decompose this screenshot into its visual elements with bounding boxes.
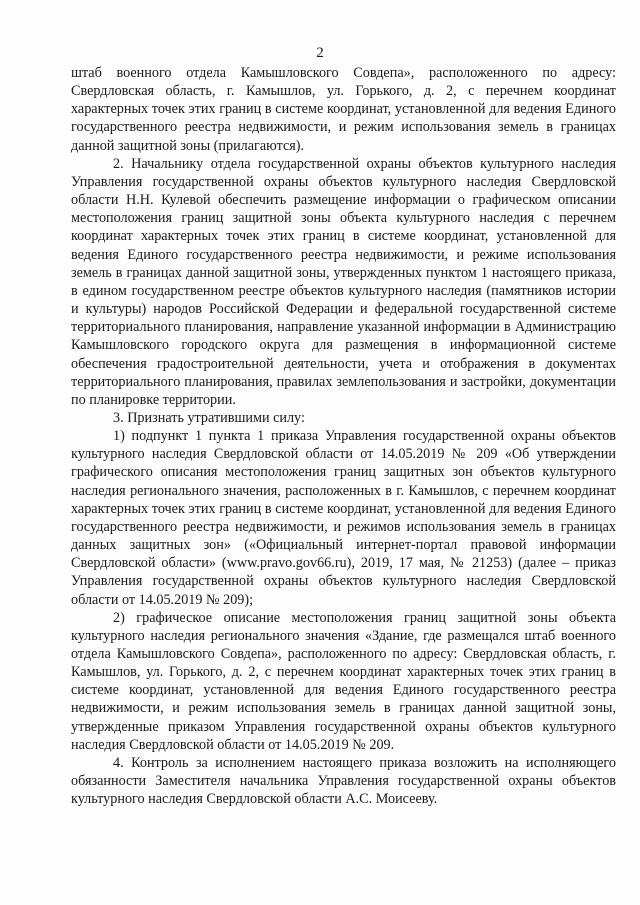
paragraph-item-4: 4. Контроль за исполнением настоящего приказа возложить на исполняющего обязанности Заместителя начальника Управления государственной охраны объектов культурного наследия Свердловской области А.С. Моисееву. (71, 754, 616, 808)
paragraph-subitem-3-1: 1) подпункт 1 пункта 1 приказа Управления государственной охраны объектов культурного наследия Свердловской области от 14.05.2019 № 209 «Об утверждении графического описания местоположения границ защитных зон объектов культурного наследия регионального значения, расположенных в г. Камышлов, с перечнем координат характерных точек этих границ в системе координат, установленной для ведения Единого государственного реестра недвижимости, и режимов использования земель в границах данных защитных зон» («Официальный интернет-портал правовой информации Свердловской области» (www.pravo.gov66.ru), 2019, 17 мая, № 21253) (далее – приказ Управления государственной охраны объектов культурного наследия Свердловской области от 14.05.2019 № 209); (71, 428, 616, 608)
document-body (71, 64, 616, 808)
paragraph-subitem-3-2: 2) графическое описание местоположения границ защитной зоны объекта культурного наследия регионального значения «Здание, где размещался штаб военного отдела Камышловского Совдепа», расположенного по адресу: Свердловская область, г. Камышлов, ул. Горького, д. 2, с перечнем координат характерных точек этих границ в системе координат, установленной для ведения Единого государственного реестра недвижимости, и режим использования земель в границах данной защитной зоны, утвержденные приказом Управления государственной охраны объектов культурного наследия Свердловской области от 14.05.2019 № 209. (71, 609, 616, 753)
paragraph-item-3: 3. Признать утратившими силу: (113, 409, 305, 426)
paragraph-continuation: штаб военного отдела Камышловского Совдепа», расположенного по адресу: Свердловская область, г. Камышлов, ул. Горького, д. 2, с перечнем координат характерных точек этих границ в системе координат, установленной для ведения Единого государственного реестра недвижимости, и режим использования земель в границах данной защитной зоны (прилагаются). (71, 65, 616, 154)
paragraph-item-2: 2. Начальнику отдела государственной охраны объектов культурного наследия Управления государственной охраны объектов культурного наследия Свердловской области Н.Н. Кулевой обеспечить размещение информации о графическом описании местоположения границ защитной зоны объекта культурного наследия с перечнем координат характерных точек этих границ в системе координат, установленной для ведения Единого государственного реестра недвижимости, и режиме использования земель в границах данной защитной зоны, утвержденных пунктом 1 настоящего приказа, в едином государственном реестре объектов культурного наследия (памятников истории и культуры) народов Российской Федерации и федеральной государственной системе территориального планирования, направление указанной информации в Администрацию Камышловского городского округа для размещения в информационной системе обеспечения градостроительной деятельности, учета и отображения в документах территориального планирования, правилах землепользования и застройки, документации по планировке территории. (71, 155, 616, 408)
page-number: 2 (316, 45, 324, 61)
